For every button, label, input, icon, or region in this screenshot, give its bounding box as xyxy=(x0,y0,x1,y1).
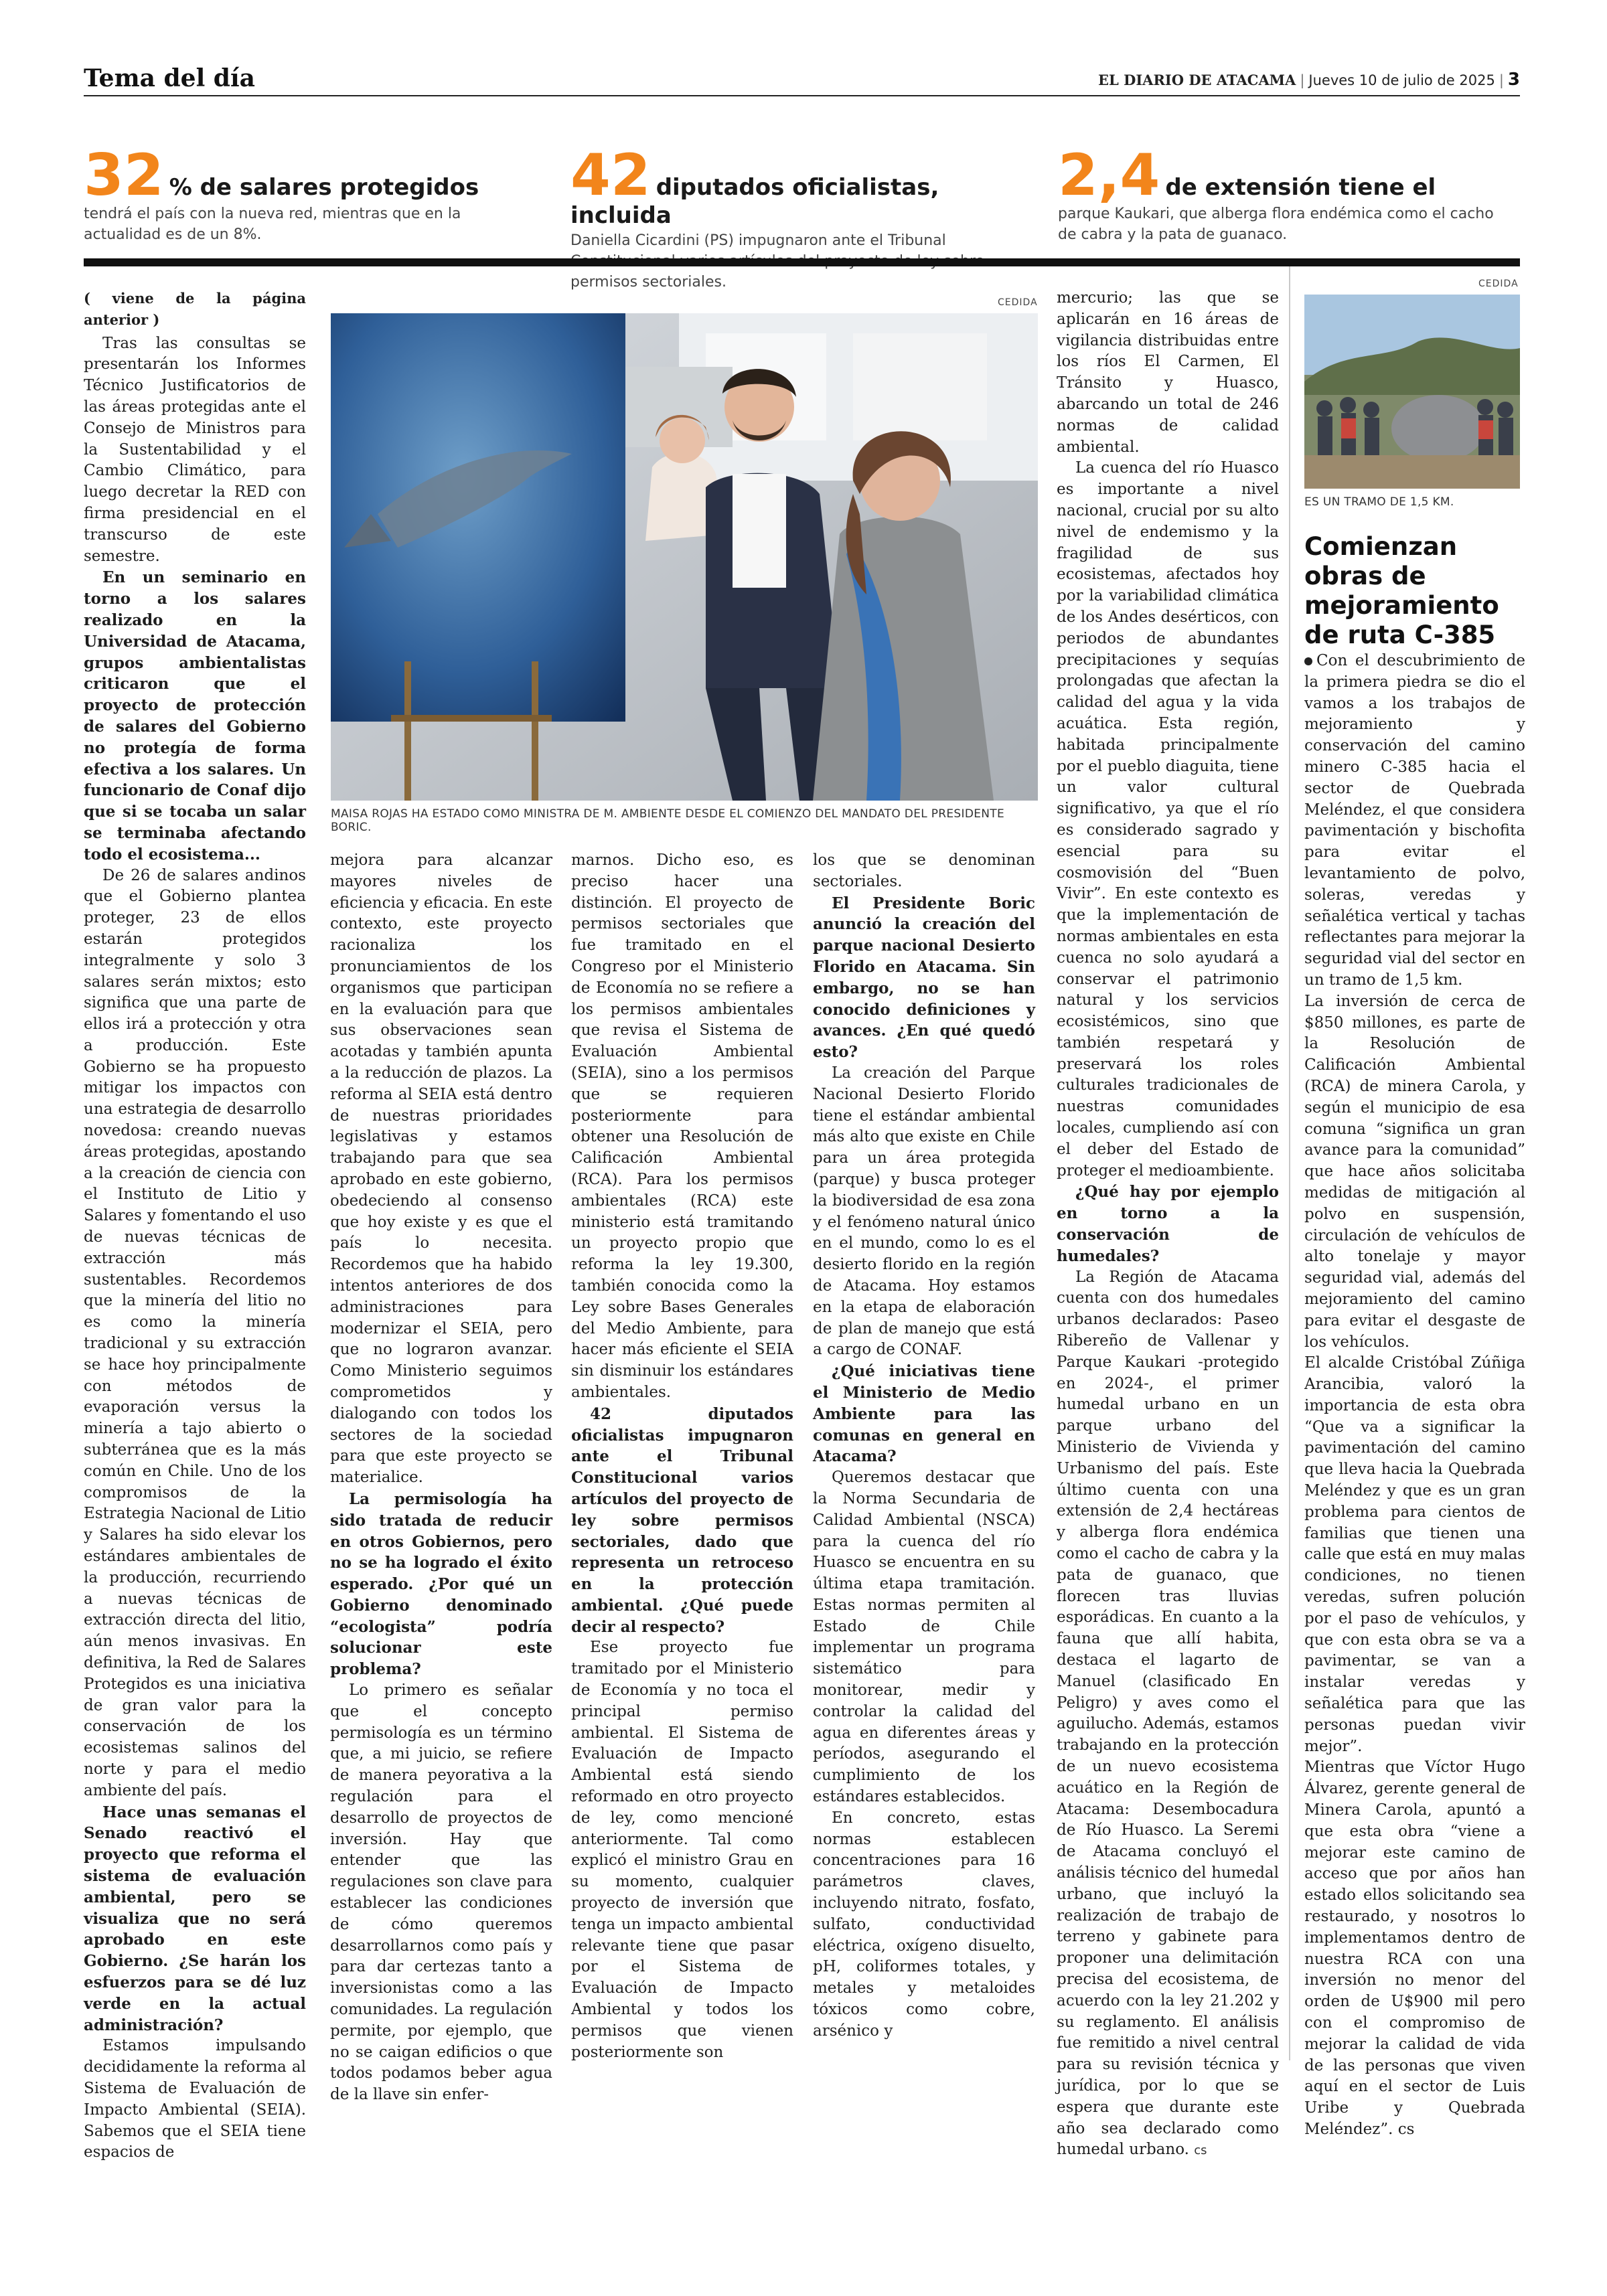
paragraph: Ese proyecto fue tramitado por el Ministerio de Economía y no toca el principal permiso ambiental. El Sistema de Evaluación de Impacto Ambiental está siendo reformado en otro proyecto de ley, como mencioné anteriormente. Tal como explicó el ministro Grau en su momento, cualquier proyecto de inversión que tenga un impacto ambiental relevante tiene que pasar por el Sistema de Evaluación de Impacto Ambiental y todos los permisos que vienen posteriormente son xyxy=(571,1639,793,2061)
paragraph: mercurio; las que se aplicarán en 16 áreas de vigilancia distribuidas entre los ríos El Carmen, El Tránsito y Huasco, abarcando un total de 246 normas de calidad ambiental. xyxy=(1057,289,1279,456)
stat-number: 42 xyxy=(570,142,651,209)
end-mark: cs xyxy=(1397,2120,1415,2138)
photo-caption: MAISA ROJAS HA ESTADO COMO MINISTRA DE M. AMBIENTE DESDE EL COMIENZO DEL MANDATO DEL PRESIDENTE BORIC. xyxy=(331,807,1004,834)
sidebar-caption: ES UN TRAMO DE 1,5 KM. xyxy=(1304,495,1454,509)
interview-question: El Presidente Boric anunció la creación del parque nacional Desierto Florido en Atacama. Sin embargo, no se han conocido definiciones y avances. ¿En qué quedó esto? xyxy=(813,894,1035,1062)
interview-question: En un seminario en torno a los salares realizado en la Universidad de Atacama, grupos ambientalistas criticaron que el proyecto de protección de salares del Gobierno no protegía de forma efectiva a los salares. Un funcionario de Conaf dijo que si se tocaba un salar se terminaba afectando todo el ecosistema... xyxy=(84,568,306,864)
interview-question: Hace unas semanas el Senado reactivó el proyecto que reforma el sistema de evaluación ambiental, pero se visualiza que no será aprobado en este Gobierno. ¿Se harán los esfuerzos para se dé luz verde en la actual administración? xyxy=(84,1803,306,2034)
paragraph xyxy=(1304,651,1525,991)
sidebar-article xyxy=(1304,651,1525,2141)
sidebar-photo xyxy=(1304,295,1520,489)
paragraph: Estamos impulsando decididamente la reforma al Sistema de Evaluación de Impacto Ambiental (SEIA). Sabemos que el SEIA tiene espacios de xyxy=(84,2037,306,2161)
main-photo xyxy=(331,313,1038,801)
section-title: Tema del día xyxy=(84,64,255,92)
interview-question: ¿Qué iniciativas tiene el Ministerio de Medio Ambiente para las comunas en general en Atacama? xyxy=(813,1362,1035,1466)
stat-text: parque Kaukari, que alberga flora endémica como el cacho de cabra y la pata de guanaco. xyxy=(1058,206,1494,243)
sidebar-photo-credit: CEDIDA xyxy=(1478,278,1519,289)
masthead-separator: | xyxy=(1499,72,1504,88)
paragraph: La cuenca del río Huasco es importante a nivel nacional, crucial por su alto nivel de endemismo y la fragilidad de sus ecosistemas, afectados hoy por la variabilidad climática de los Andes desérticos, con periodos de abundantes precipitaciones y sequías prolongadas que afectan la calidad del agua y la vida acuática. Esta región, habitada principalmente por el pueblo diaguita, tiene un valor cultural significativo, ya que el río es considerado sagrado y esencial para su cosmovisión del “Buen Vivir”. En este contexto es que la implementación de normas ambientales en esta cuenca no solo ayudará a conservar el patrimonio natural y los servicios ecosistémicos, sino que también respetará y preservará los roles culturales tradicionales de nuestras comunidades locales, cumpliendo así con el deber del Estado de proteger el medioambiente. xyxy=(1057,459,1279,1179)
paragraph: Lo primero es señalar que el concepto permisología es un término que, a mi juicio, se refiere de manera peyorativa a la regulación para el desarrollo de proyectos de inversión. Hay que entender que las regulaciones son clave para establecer las condiciones de cómo queremos desarrollarnos como país y para dar certezas tanto a inversionistas como a las comunidades. La regulación permite, por ejemplo, que no se caigan edificios o que todos podamos beber agua de la llave sin enfer- xyxy=(330,1682,552,2104)
stat-box xyxy=(1058,142,1513,245)
paragraph: mejora para alcanzar mayores niveles de eficiencia y eficacia. En este contexto, este proyecto racionaliza los pronunciamientos de los organismos que participan en la evaluación para que sus observaciones sean acotadas y también apunta a la reducción de plazos. La reforma al SEIA está dentro de nuestras prioridades legislativas y estamos trabajando para que sea aprobado en este gobierno, obedeciendo al consenso que hoy existe y es que el país lo necesita. Recordemos que ha habido intentos anteriores de dos administraciones para modernizar el SEIA, pero que no lograron avanzar. Como Ministerio seguimos comprometidos y dialogando con todos los sectores de la sociedad para que este proyecto se materialice. xyxy=(330,851,552,1487)
stat-box xyxy=(570,142,1026,293)
interview-question: 42 diputados oficialistas impugnaron ante el Tribunal Constitucional varios artículos del proyecto de ley sobre permisos sectoriales, dado que representa un retroceso en la protección ambiental. ¿Qué puede decir al respecto? xyxy=(571,1404,793,1636)
continued-note: ( viene de la página anterior ) xyxy=(84,290,306,328)
stats-rule xyxy=(84,258,1520,266)
stat-box xyxy=(84,142,539,245)
paragraph: los que se denominan sectoriales. xyxy=(813,851,1035,890)
stat-lead: de extensión tiene el xyxy=(1165,174,1436,201)
paragraph: De 26 de salares andinos que el Gobierno plantea proteger, 23 de ellos estarán protegidos integralmente y solo 3 salares serán mixtos; esto significa que una parte de ellos irá a protección y otra a producción. Este Gobierno se ha propuesto mitigar los impactos con una estrategia de desarrollo novedosa: creando nuevas áreas protegidas, apostando a la creación de ciencia con el Instituto de Litio y Salares y fomentando el uso de nuevas técnicas de extracción más sustentables. Recordemos que la minería del litio no es como la minería tradicional y su extracción se hace hoy principalmente con métodos de evaporación versus la minería a tajo abierto o subterránea que es la más común en Chile. Uno de los compromisos de la Estrategia Nacional de Litio y Salares ha sido elevar los estándares ambientales de la producción, recurriendo a nuevas técnicas de extracción directa del litio, aún menos invasivas. En definitiva, la Red de Salares Protegidos es una iniciativa de gran valor para la conservación de los ecosistemas salinos del norte y para el medio ambiente del país. xyxy=(84,866,306,1799)
issue-date: Jueves 10 de julio de 2025 xyxy=(1308,72,1495,88)
paragraph: La creación del Parque Nacional Desierto Florido tiene el estándar ambiental más alto que existe en Chile para un área protegida (parque) y busca proteger la biodiversidad de esa zona y el fenómeno natural único en el mundo, como lo es el desierto florido en la región de Atacama. Hoy estamos en la etapa de elaboración de plan de manejo que está a cargo de CONAF. xyxy=(813,1064,1035,1359)
stat-text: Daniella Cicardini (PS) impugnaron ante el Tribunal permisos sectoriales. xyxy=(570,232,946,291)
paragraph: Queremos destacar que la Norma Secundaria de Calidad Ambiental (NSCA) para la cuenca del río Huasco se encuentra en su última etapa tramitación. Estas normas permiten al Estado de Chile implementar un programa sistemático para monitorear, medir y controlar la calidad del agua en diferentes áreas y períodos, asegurando el cumplimiento de los estándares establecidos. xyxy=(813,1469,1035,1806)
interview-question: La permisología ha sido tratada de reducir en otros Gobiernos, pero no se ha logrado el éxito esperado. ¿Por qué un Gobierno denominado “ecologista” podría solucionar este problema? xyxy=(330,1489,552,1679)
paragraph xyxy=(1304,1757,1525,2140)
photo-illustration xyxy=(331,313,1038,801)
article-column-4 xyxy=(813,850,1035,2042)
photo-credit: CEDIDA xyxy=(998,297,1038,308)
article-column-3 xyxy=(571,850,793,2063)
page-number: 3 xyxy=(1507,70,1520,90)
paragraph xyxy=(1057,1267,1279,2161)
sidebar-photo-illustration xyxy=(1304,295,1520,489)
sidebar-divider xyxy=(1289,266,1290,2060)
bullet-icon xyxy=(1304,657,1312,665)
paragraph-text: Mientras que Víctor Hugo Álvarez, gerente general de Minera Carola, apuntó a que esta obra “viene a mejorar este camino de acceso que por años han estado ellos solicitando sea restaurado, y nosotros lo implementamos dentro de nuestra RCA con una inversión no menor del orden de U$900 mil pero con el compromiso de mejorar la calidad de vida de las personas que viven aquí en el sector de Luis Uribe y Quebrada Meléndez”. xyxy=(1304,1758,1525,2138)
article-column-2 xyxy=(330,850,552,2106)
end-mark: cs xyxy=(1194,2143,1207,2158)
stat-text: tendrá el país con la nueva red, mientras que en la actualidad es de un 8%. xyxy=(84,206,461,243)
paragraph: En concreto, estas normas establecen concentraciones para 16 parámetros claves, incluyendo nitrato, fosfato, sulfato, conductividad eléctrica, oxígeno disuelto, pH, coliformes totales, y metales y metaloides tóxicos como cobre, arsénico y xyxy=(813,1809,1035,2040)
article-column-1 xyxy=(84,288,306,2163)
stat-lead: % de salares protegidos xyxy=(169,174,479,201)
paragraph: marnos. Dicho eso, es preciso hacer una distinción. El proyecto de permisos sectoriales que fue tramitado en el Congreso por el Ministerio de Economía no se refiere a los permisos ambientales que revisa el Sistema de Evaluación Ambiental (SEIA), sino a los permisos que se requieren posteriormente para obtener una Resolución de Calificación Ambiental (RCA). Para los permisos ambientales (RCA) este ministerio está tramitando un proyecto propio que reforma la ley 19.300, también conocida como la Ley sobre Bases Generales del Medio Ambiente, para hacer más eficiente el SEIA sin disminuir los estándares ambientales. xyxy=(571,851,793,1401)
paragraph: La inversión de cerca de $850 millones, es parte de la Resolución de Calificación Ambiental (RCA) de minera Carola, y según el municipio de esa comuna “significa un gran avance para la comunidad” que hace años solicitaba medidas de mitigación al polvo en suspensión, circulación de vehículos de alto tonelaje y mayor seguridad vial, además del mejoramiento del camino para evitar el desgaste de los vehículos. xyxy=(1304,992,1525,1351)
paragraph-text: La Región de Atacama cuenta con dos humedales urbanos declarados: Paseo Ribereño de Vallenar y Parque Kaukari -protegido en 2024-, el primer humedal urbano en un parque urbano del Ministerio de Vivienda y Urbanismo del país. Este último cuenta con una extensión de 2,4 hectáreas y alberga flora endémica como el cacho de cabra y la pata de guanaco, que florecen tras lluvias esporádicas. En cuanto a la fauna que allí habita, destaca el lagarto de Manuel (clasificado En Peligro) y aves como el aguilucho. Además, estamos trabajando en la protección de un nuevo ecosistema acuático en la Región de Atacama: Desembocadura de Río Huasco. La Seremi de Atacama concluyó el análisis técnico del humedal urbano, que incluyó la realización de trabajo de terreno y gabinete para proponer una delimitación precisa del ecosistema, de acuerdo con la ley 21.202 y su reglamento. El análisis fue remitido a nivel central para su revisión técnica y jurídica, por lo que se espera que durante este año sea declarado como humedal urbano. xyxy=(1057,1268,1279,2159)
stat-lead: diputados oficialistas, incluida xyxy=(570,174,939,229)
masthead xyxy=(1098,70,1520,90)
stat-number: 32 xyxy=(84,142,164,209)
interview-question: ¿Qué hay por ejemplo en torno a la conservación de humedales? xyxy=(1057,1183,1279,1265)
paragraph-text: Con el descubrimiento de la primera piedra se dio el vamos a los trabajos de mejoramiento y conservación del camino minero C-385 hacia el sector de Quebrada Meléndez, el que considera pavimentación y bischofita para evitar el levantamiento de polvo, soleras, veredas y señalética vertical y tachas reflectantes para mejorar la seguridad vial del sector en un tramo de 1,5 km. xyxy=(1304,652,1525,989)
stat-number: 2,4 xyxy=(1058,142,1160,209)
sidebar-headline: Comienzan obras de mejoramiento de ruta C-385 xyxy=(1304,532,1499,649)
article-column-5 xyxy=(1057,288,1279,2161)
paragraph: El alcalde Cristóbal Zúñiga Arancibia, valoró la importancia de esta obra “Que va a significar la pavimentación del camino que lleva hacia la Quebrada Meléndez y que es un gran problema para cientos de familias que tienen una calle que está en muy malas condiciones, no tienen veredas, sufren polución por el paso de vehículos, y que con esta obra se va a pavimentar, se van a instalar veredas y señalética para que las personas puedan vivir mejor”. xyxy=(1304,1354,1525,1755)
masthead-separator: | xyxy=(1300,72,1305,88)
newspaper-name: EL DIARIO DE ATACAMA xyxy=(1098,72,1296,88)
header-rule xyxy=(84,95,1520,96)
paragraph: Tras las consultas se presentarán los Informes Técnico Justificatorios de las áreas protegidas ante el Consejo de Ministros para la Sustentabilidad y el Cambio Climático, para luego decretar la RED con firma presidencial en el transcurso de este semestre. xyxy=(84,334,306,565)
